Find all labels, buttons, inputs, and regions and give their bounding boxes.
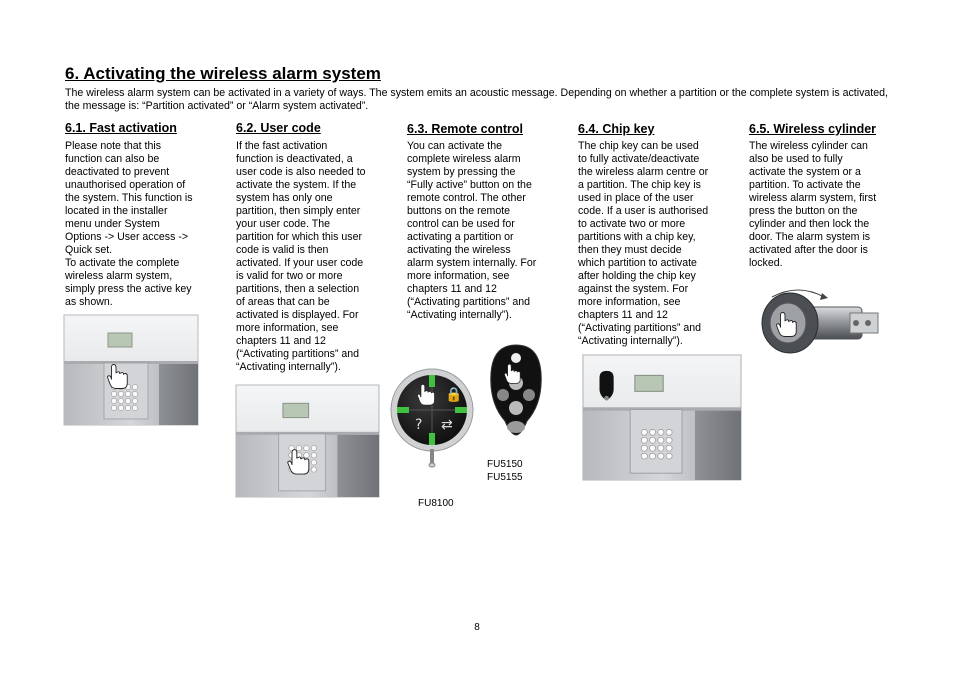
svg-text:⇄: ⇄	[441, 417, 453, 433]
section-text: You can activate the complete wireless alarm system by pressing the “Fully active” button on the remote control. The other buttons on the remote control can be used for activating a partition or activating the wireless alarm system internally. For more information, see chapters 11 and 12 (“Activating partitions” and “Activating internally”).	[407, 140, 537, 321]
page-number: 8	[474, 622, 480, 633]
alarm-panel-chip-key-image	[583, 355, 741, 480]
page-title: 6. Activating the wireless alarm system	[65, 64, 381, 83]
remote-control-image	[389, 365, 479, 475]
alarm-panel-image	[236, 385, 379, 497]
section-heading: 6.1. Fast activation	[65, 121, 177, 135]
section-chip-key	[578, 122, 728, 348]
section-remote-control	[407, 122, 557, 322]
section-text: Please note that this function can also be deactivated to prevent unauthorised operation of the system. This function is located in the installer menu under System Options -> User access -> Quick set. To activate the complete wireless alarm system, simply press the active key as shown.	[65, 140, 193, 308]
section-text: The wireless cylinder can also be used to fully activate the system or a partition. To activate the wireless alarm system, first press the button on the cylinder and then lock the door. The alarm system is activated after the door is locked.	[749, 140, 877, 269]
section-text: The chip key can be used to fully activate/deactivate the wireless alarm centre or a partition. The chip key is used in place of the user code. If a user is authorised to activate two or more partitions with a chip key, then they must decide which partition to activate after holding the chip key against the system. For more information, see chapters 11 and 12 (“Activating partitions” and “Activating internally”).	[578, 140, 709, 347]
key-fob-image	[487, 343, 545, 438]
fob-caption: FU5150 FU5155	[487, 459, 523, 483]
section-fast-activation	[65, 121, 215, 309]
alarm-panel-image	[64, 315, 198, 425]
section-text: If the fast activation function is deactivated, a user code is also needed to activate the system. If the system has only one partition, then simply enter your user code. The partition for which this user code is valid is then activated. If your user code is valid for two or more partitions, then a selection of areas that can be activated is displayed. For more information, see chapters 11 and 12 (“Activating partitions” and “Activating internally”).	[236, 140, 366, 373]
section-user-code	[236, 121, 386, 374]
section-wireless-cylinder	[749, 122, 899, 270]
svg-text:?: ?	[415, 417, 423, 433]
svg-text:🔒: 🔒	[445, 387, 463, 403]
intro-text: The wireless alarm system can be activated in a variety of ways. The system emits an acoustic message. Depending on whether a partition or the complete system is activated, the message is: “Partition activated” or “Alarm system activated”.	[65, 87, 888, 112]
section-heading: 6.2. User code	[236, 121, 321, 135]
remote-caption: FU8100	[418, 498, 454, 509]
wireless-cylinder-image	[758, 283, 882, 361]
section-heading: 6.4. Chip key	[578, 122, 655, 136]
section-heading: 6.3. Remote control	[407, 122, 523, 136]
section-heading: 6.5. Wireless cylinder	[749, 122, 877, 136]
